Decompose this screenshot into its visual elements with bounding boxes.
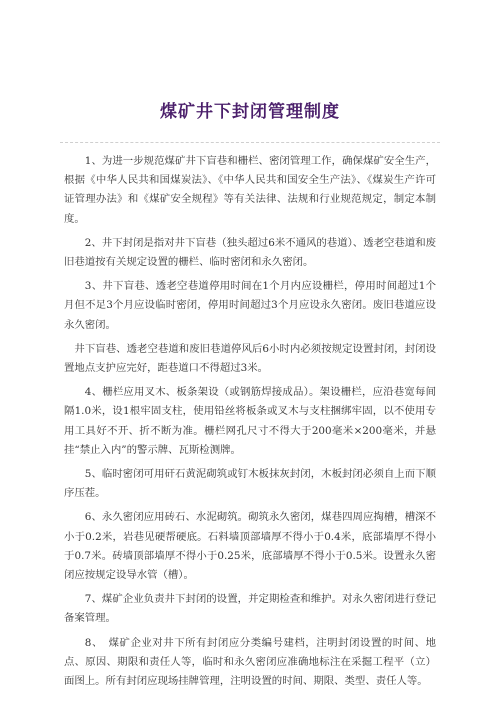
paragraph-6: 6、永久密闭应用砖石、水泥砌筑。砌筑永久密闭，煤巷四周应掏槽，槽深不小于0.2米，岩巷见硬帮硬底。石料墙顶部墙厚不得小于0.4米，底部墙厚不得小于0.7米。砖墙顶部墙厚不得小于0.25米，底部墙厚不得小于0.5米。设置永久密闭应按规定设导水管（槽）。 xyxy=(64,511,436,582)
paragraph-5: 5、临时密闭可用矸石黄泥砌筑或钉木板抹灰封闭，木板封闭必须自上而下顺序压茬。 xyxy=(64,468,436,500)
paragraph-8: 8、 煤矿企业对井下所有封闭应分类编号建档，注明封闭设置的时间、地点、原因、期限和责任人等，临时和永久密闭应准确地标注在采掘工程平（立）面图上。所有封闭应现场挂牌管理，注明设置的时间、期限、类型、责任人等。 xyxy=(64,636,436,688)
paragraph-1: 1、为进一步规范煤矿井下盲巷和栅栏、密闭管理工作，确保煤矿安全生产，根据《中华人民共和国煤炭法》、《中华人民共和国安全生产法》、《煤炭生产许可证管理办法》和《煤矿安全规程》等有关法律、法规和行业规范规定，制定本制度。 xyxy=(64,155,436,225)
paragraph-2: 2、井下封闭是指对井下盲巷（独头超过6米不通风的巷道）、透老空巷道和废旧巷道按有关规定设置的栅栏、临时密闭和永久密闭。 xyxy=(64,236,436,269)
page-title: 煤矿井下封闭管理制度 xyxy=(160,102,340,122)
paragraph-7: 7、煤矿企业负责井下封闭的设置，并定期检查和维护。对永久密闭进行登记备案管理。 xyxy=(64,593,436,625)
title-divider xyxy=(60,142,440,143)
paragraph-3-note: 井下盲巷、透老空巷道和废旧巷道停风后6小时内必须按规定设置封闭，封闭设置地点支护应完好，距巷道口不得超过3米。 xyxy=(64,342,436,375)
paragraph-3: 3、井下盲巷、透老空巷道停用时间在1个月内应设栅栏，停用时间超过1个月但不足3个月应设临时密闭，停用时间超过3个月应设永久密闭。废旧巷道应设永久密闭。 xyxy=(64,280,436,331)
document-body xyxy=(64,152,436,696)
paragraph-4: 4、栅栏应用叉木、板条架设（或钢筋焊接成品）。架设栅栏，应沿巷宽每间隔1.0米，设1根牢固支柱，使用铅丝将板条或叉木与支柱捆绑牢固，以不使用专用工具好不开、折不断为准。栅栏网孔尺寸不得大于200毫米×200毫米，并悬挂“禁止入内”的警示牌、瓦斯检测牌。 xyxy=(64,386,436,456)
